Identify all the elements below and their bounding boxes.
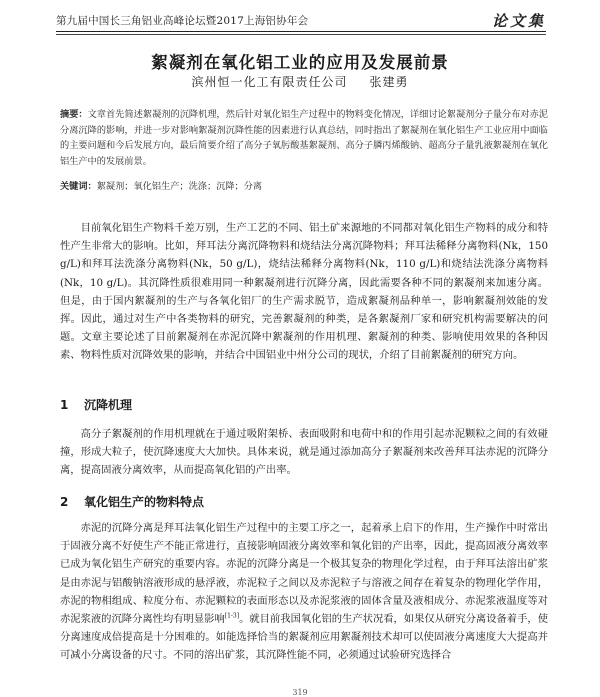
article-title: 絮凝剂在氧化铝工业的应用及发展前景 [151,53,449,72]
proceedings-tag: 论文集 [491,11,546,30]
page-number: 319 [292,688,308,697]
paragraph-text: 。就目前我国氧化铝的生产状况看，如果仅从研究分离设备着手，使分离速度成倍提高是十分困难的。如能选择恰当的絮凝剂应用絮凝剂技术却可以使固液分离速度大大提高并可减小分离设备的尺寸。不同的溶出矿浆，其沉降性能不同，必须通过试验研究选择合 [60,613,548,662]
author-name: 张建勇 [369,75,409,89]
keywords-text: 絮凝剂；氧化铝生产；洗涤；沉降；分离 [96,181,263,192]
conference-name: 第九届中国长三角铝业高峰论坛暨2017上海铝协年会 [56,14,309,27]
abstract-label: 摘要： [60,109,88,120]
body-paragraph-material [60,519,548,665]
section-title: 氧化铝生产的物料特点 [84,495,205,509]
citation-ref: [1-3] [224,612,240,620]
abstract [60,107,548,169]
section-number: 2 [60,495,69,509]
keywords [60,180,548,194]
section-title: 沉降机理 [84,398,133,412]
keywords-label: 关键词： [60,181,97,192]
abstract-text: 文章首先简述絮凝剂的沉降机理，然后针对氧化铝生产过程中的物料变化情况，详细讨论絮凝剂分子量分布对赤泥分离沉降的影响，并进一步对影响絮凝剂沉降性能的因素进行认真总结，同时指出了絮凝剂在氧化铝生产工业应用中面临的主要问题和今后发展方向，最后简要介绍了高分子氧肟酸基絮凝剂、高分子膦丙烯酸钠、超高分子量乳液絮凝剂在氧化铝生产中的发展前景。 [60,109,548,167]
section-heading-1 [60,396,548,413]
author-line [0,73,600,90]
running-header [56,10,546,30]
body-paragraph-intro: 目前氧化铝生产物料千差万别，生产工艺的不同、铝土矿来源地的不同都对氧化铝生产物料的成分和特性产生非常大的影响。比如，拜耳法分离沉降物料和烧结法分离沉降物料；拜耳法稀释分离物料(Nk，150 g/L)和拜耳法洗涤分离物料(Nk，50 g/L)，烧结法稀释分离物料(Nk，110 g/L)和烧结法洗涤分离物料(Nk，10 g/L)。其沉降性质很难用同一种絮凝剂进行沉降分离，因此需要各种不同的絮凝剂来加速分离。但是，由于国内絮凝剂的生产与各氧化铝厂的生产需求脱节，造成絮凝剂品种单一，影响絮凝剂效能的发挥。因此，通过对生产中各类物料的研究，完善絮凝剂的种类，是各絮凝剂厂家和研究机构需要解决的问题。文章主要论述了目前絮凝剂在赤泥沉降中絮凝剂的作用机理、絮凝剂的种类、影响使用效果的各种因素、物料性质对沉降效果的影响，并结合中国铝业中州分公司的现状，介绍了目前絮凝剂的研究方向。 [60,222,548,362]
section-heading-2 [60,493,548,510]
affiliation: 滨州恒一化工有限责任公司 [191,75,348,89]
header-rule-thin [56,34,546,35]
paragraph-text: 赤泥的沉降分离是拜耳法氧化铝生产过程中的主要工序之一，起着承上启下的作用，生产操作中时常出于固液分离不好使生产不能正常进行，直接影响固液分离效率和氧化铝的产出率，因此，提高固液分离效率已成为氧化铝生产研究的重要内容。赤泥的沉降分离是一个极其复杂的物理化学过程，由于拜耳法溶出矿浆是由赤泥与铝酸钠溶液形成的悬浮液，赤泥粒子之间以及赤泥粒子与溶液之间存在着复杂的物理化学作用，赤泥的物相组成、粒度分布、赤泥颗粒的表面形态以及赤泥浆液的固体含量及液相成分、赤泥浆液温度等对赤泥浆液的沉降分离性均有明显影响 [60,522,548,626]
body-paragraph-mechanism: 高分子絮凝剂的作用机理就在于通过吸附架桥、表面吸附和电荷中和的作用引起赤泥颗粒之间的有效碰撞，形成大粒子，使沉降速度大大加快。具体来说，就是通过添加高分子絮凝剂来改善拜耳法赤泥的沉降分离，提高固液分离效率，从而提高氧化铝的产出率。 [60,428,548,477]
header-rule-thick [56,31,546,32]
section-number: 1 [60,398,69,412]
